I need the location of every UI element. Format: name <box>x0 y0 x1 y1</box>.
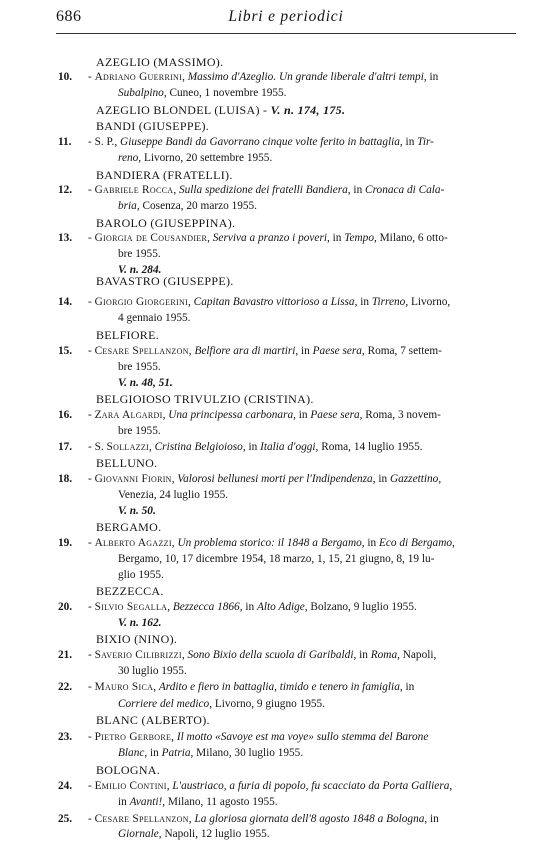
text-fragment: , <box>173 184 179 196</box>
title-text: Avanti! <box>129 796 163 808</box>
text-fragment: , in <box>144 747 162 759</box>
author-name: Gabriele Rocca <box>94 184 174 196</box>
subject-heading: BELLUNO. <box>96 456 158 470</box>
subject-heading: BELGIOIOSO TRIVULZIO (CRISTINA). <box>96 392 314 406</box>
text-fragment: , <box>449 780 453 792</box>
author-name: Zara Algardi <box>94 409 163 421</box>
subject-heading: BERGAMO. <box>96 520 162 534</box>
entry-number: 16. <box>58 409 73 421</box>
text-fragment: - <box>88 780 95 792</box>
subject-heading <box>96 104 518 117</box>
entry-text <box>88 681 414 694</box>
bibliography-entry <box>58 409 518 422</box>
text-fragment: , in <box>354 296 372 308</box>
subject-heading: BIXIO (NINO). <box>96 632 178 646</box>
text-fragment: , Livorno, <box>405 296 451 308</box>
entry-text <box>88 537 455 550</box>
subject-heading: BLANC (ALBERTO). <box>96 713 210 727</box>
bibliography-entry <box>58 71 518 84</box>
entry-text <box>88 409 441 422</box>
bibliography-entry <box>58 296 518 309</box>
text-fragment: , Livorno, 20 settembre 1955. <box>138 152 273 164</box>
text-fragment: , <box>166 780 173 792</box>
entry-continuation <box>118 87 518 100</box>
title-text: Giornale <box>118 828 159 840</box>
text-fragment: , in <box>399 681 415 693</box>
entry-number: 19. <box>58 537 73 549</box>
text-fragment: AZEGLIO BLONDEL (LUISA) - <box>96 103 271 117</box>
entry-number: 18. <box>58 473 73 485</box>
entry-number: 10. <box>58 71 73 83</box>
title-text: Un problema storico: il 1848 a Bergamo <box>177 537 362 549</box>
title-text: Roma <box>370 649 398 661</box>
bibliography-entry <box>58 345 518 358</box>
text-fragment: , in <box>239 601 257 613</box>
entry-continuation <box>118 489 518 502</box>
bibliography-entry <box>58 136 518 149</box>
subject-heading: BEZZECCA. <box>96 584 164 598</box>
author-name: Mauro Sica <box>94 681 154 693</box>
bibliography-entry <box>58 780 518 793</box>
text-fragment: bre 1955. <box>118 361 161 373</box>
text-fragment: , <box>182 71 188 83</box>
bibliography-entry <box>58 473 518 486</box>
text-fragment: , <box>171 731 177 743</box>
title-text: Cristina Belgioioso <box>154 441 243 453</box>
text-fragment: 30 luglio 1955. <box>118 665 187 677</box>
title-text: Bezzecca 1866 <box>172 601 240 613</box>
entry-number: 22. <box>58 681 73 693</box>
subject-heading: BOLOGNA. <box>96 763 161 777</box>
text-fragment: , <box>188 296 194 308</box>
entry-number: 24. <box>58 780 73 792</box>
subject-heading: BAROLO (GIUSEPPINA). <box>96 216 236 230</box>
header-rule <box>56 33 516 34</box>
text-fragment: , <box>162 409 169 421</box>
entry-continuation <box>118 361 518 374</box>
entry-number: 12. <box>58 184 73 196</box>
text-fragment: , Napoli, <box>397 649 437 661</box>
title-text: Giuseppe Bandi da Gavorrano cinque volte ferito in battaglia <box>120 136 400 148</box>
entry-continuation <box>118 200 518 213</box>
author-name: Pietro Gerbore <box>94 731 172 743</box>
title-text: Belfiore ara di martiri <box>194 345 296 357</box>
bibliography-entry <box>58 601 518 614</box>
text-fragment: - <box>88 681 95 693</box>
bibliography-entry <box>58 681 518 694</box>
entry-number: 20. <box>58 601 73 613</box>
text-fragment: Venezia, 24 luglio 1955. <box>118 489 229 501</box>
text-fragment: , Roma, 7 settem- <box>361 345 442 357</box>
subject-heading: AZEGLIO (MASSIMO). <box>96 55 224 69</box>
text-fragment: - <box>88 345 95 357</box>
entry-continuation <box>118 505 518 518</box>
text-fragment: , Cuneo, 1 novembre 1955. <box>163 87 287 99</box>
entry-continuation <box>118 377 518 390</box>
entry-continuation <box>118 312 518 325</box>
text-fragment: , in <box>399 136 418 148</box>
title-text: Tir- <box>417 136 434 148</box>
bibliography-entry <box>58 731 518 744</box>
title-text: bria <box>118 200 137 212</box>
author-name: Emilio Contini <box>94 780 167 792</box>
subject-heading: BAVASTRO (GIUSEPPE). <box>96 274 234 288</box>
text-fragment: , in <box>372 473 390 485</box>
author-name: Giorgio Giorgerini <box>94 296 189 308</box>
text-fragment: - S. P., <box>88 136 121 148</box>
title-text: Ardito e fiero in battaglia, timido e tenero in famiglia <box>158 681 400 693</box>
text-fragment: 4 gennaio 1955. <box>118 312 191 324</box>
text-fragment: - <box>88 184 95 196</box>
entry-continuation <box>118 248 518 261</box>
text-fragment: , in <box>361 537 380 549</box>
entry-continuation <box>118 698 518 711</box>
cross-reference: V. n. 284. <box>118 264 162 276</box>
text-fragment: , <box>438 473 442 485</box>
bibliography-entry <box>58 184 518 197</box>
text-fragment: , <box>153 681 159 693</box>
entry-number: 25. <box>58 813 73 825</box>
text-fragment: bre 1955. <box>118 248 161 260</box>
text-fragment: - <box>88 601 95 613</box>
text-fragment: , <box>171 537 178 549</box>
text-fragment: , in <box>347 184 366 196</box>
title-text: Italia d'oggi <box>260 441 316 453</box>
author-name: Giorgia de Cousandier <box>94 232 208 244</box>
title-text: Tirreno <box>371 296 406 308</box>
text-fragment: - <box>88 731 95 743</box>
cross-reference: V. n. 48, 51. <box>118 377 173 389</box>
entry-text <box>88 813 439 826</box>
running-title: Libri e periodici <box>228 8 344 25</box>
title-text: Massimo d'Azeglio. Un grande liberale d'altri tempi <box>187 71 424 83</box>
text-fragment: , <box>188 813 195 825</box>
text-fragment: , <box>188 345 195 357</box>
entry-number: 11. <box>58 136 72 148</box>
bibliography-entry <box>58 649 518 662</box>
text-fragment: - <box>88 813 95 825</box>
entry-continuation <box>118 747 518 760</box>
title-text: Blanc <box>118 747 145 759</box>
text-fragment: , Milano, 11 agosto 1955. <box>162 796 278 808</box>
page-number: 686 <box>56 8 82 25</box>
author-name: Adriano Guerrini <box>94 71 183 83</box>
title-text: Gazzettino <box>389 473 439 485</box>
subject-heading: BANDI (GIUSEPPE). <box>96 119 210 133</box>
text-fragment: , in <box>327 232 345 244</box>
text-fragment: , <box>148 441 155 453</box>
entry-continuation <box>118 553 518 566</box>
text-fragment: - <box>88 537 95 549</box>
bibliography-entry <box>58 813 518 826</box>
entry-text <box>88 780 452 793</box>
text-fragment: bre 1955. <box>118 425 161 437</box>
author-name: Giovanni Fiorin <box>94 473 172 485</box>
author-name: Silvio Segalla <box>94 601 168 613</box>
bibliography-entry <box>58 537 518 550</box>
text-fragment: , Milano, 30 luglio 1955. <box>190 747 304 759</box>
subject-heading: BANDIERA (FRATELLI). <box>96 168 233 182</box>
entry-number: 17. <box>58 441 73 453</box>
text-fragment: Bergamo, 10, 17 dicembre 1954, 18 marzo, 1, 15, 21 giugno, 8, 19 lu- <box>118 553 435 565</box>
entry-continuation <box>118 828 518 841</box>
text-fragment: , <box>171 473 178 485</box>
text-fragment: , <box>452 537 455 549</box>
entry-number: 21. <box>58 649 73 661</box>
entry-continuation <box>118 152 518 165</box>
entry-continuation <box>118 617 518 630</box>
title-text: Capitan Bavastro vittorioso a Lissa <box>193 296 355 308</box>
entry-text <box>88 71 438 84</box>
entry-text <box>88 345 442 358</box>
title-text: Corriere del medico <box>118 698 210 710</box>
text-fragment: , in <box>353 649 371 661</box>
text-fragment: - <box>88 409 95 421</box>
entry-number: 23. <box>58 731 73 743</box>
entry-continuation <box>118 425 518 438</box>
text-fragment: , in <box>424 813 439 825</box>
entry-number: 14. <box>58 296 73 308</box>
title-text: Alto Adige <box>256 601 305 613</box>
entry-continuation <box>118 569 518 582</box>
text-fragment: , in <box>423 71 439 83</box>
entry-text <box>88 136 434 149</box>
cross-reference: V. n. 174, 175. <box>270 103 346 117</box>
text-fragment: - <box>88 232 95 244</box>
author-name: Sollazzi <box>106 441 149 453</box>
text-fragment: - S. <box>88 441 107 453</box>
text-fragment: , in <box>295 345 313 357</box>
text-fragment: , Bolzano, 9 luglio 1955. <box>304 601 417 613</box>
title-text: Tempo <box>344 232 374 244</box>
title-text: Sulla spedizione dei fratelli Bandiera <box>178 184 348 196</box>
text-fragment: in <box>118 796 130 808</box>
title-text: Il motto «Savoye est ma voye» sullo stemma del Barone <box>176 731 429 743</box>
text-fragment: , Napoli, 12 luglio 1955. <box>158 828 270 840</box>
author-name: Saverio Cilibrizzi <box>94 649 182 661</box>
text-fragment: - <box>88 649 95 661</box>
entry-text <box>88 184 444 197</box>
text-fragment: - <box>88 296 95 308</box>
title-text: L'austriaco, a furia di popolo, fu scacciato da Porta Galliera <box>172 780 450 792</box>
text-fragment: , Milano, 6 otto- <box>373 232 448 244</box>
text-fragment: , Cosenza, 20 marzo 1955. <box>136 200 257 212</box>
text-fragment: , Livorno, 9 giugno 1955. <box>209 698 325 710</box>
entry-continuation <box>118 796 518 809</box>
entry-text <box>88 296 450 309</box>
entry-number: 13. <box>58 232 73 244</box>
bibliography-entry <box>58 232 518 245</box>
entry-text <box>88 473 441 486</box>
title-text: Paese sera <box>310 409 360 421</box>
entry-number: 15. <box>58 345 73 357</box>
text-fragment: glio 1955. <box>118 569 164 581</box>
cross-reference: V. n. 50. <box>118 505 156 517</box>
author-name: Cesare Spellanzon <box>94 813 189 825</box>
author-name: Alberto Agazzi <box>94 537 172 549</box>
text-fragment: , <box>181 649 188 661</box>
page-header <box>56 10 516 32</box>
title-text: Una principessa carbonara <box>168 409 294 421</box>
text-fragment: , <box>167 601 173 613</box>
entry-text <box>88 731 428 744</box>
text-fragment: , Roma, 3 novem- <box>359 409 441 421</box>
text-fragment: , <box>207 232 213 244</box>
text-fragment: , Roma, 14 luglio 1955. <box>315 441 423 453</box>
title-text: La gloriosa giornata dell'8 agosto 1848 a Bologna <box>194 813 425 825</box>
entry-text <box>88 601 417 614</box>
text-fragment: , in <box>242 441 261 453</box>
title-text: Cronaca di Cala- <box>365 184 445 196</box>
entry-continuation <box>118 665 518 678</box>
bibliography-entry <box>58 441 518 454</box>
subject-heading: BELFIORE. <box>96 328 160 342</box>
text-fragment: - <box>88 473 95 485</box>
title-text: Patria <box>161 747 191 759</box>
title-text: Eco di Bergamo <box>379 537 453 549</box>
title-text: Paese sera <box>312 345 362 357</box>
entry-text <box>88 649 436 662</box>
entry-text <box>88 232 448 245</box>
title-text: Subalpino <box>118 87 164 99</box>
text-fragment: - <box>88 71 95 83</box>
text-fragment: , in <box>293 409 311 421</box>
author-name: Cesare Spellanzon <box>94 345 189 357</box>
title-text: Serviva a pranzo i poveri <box>212 232 327 244</box>
entry-text <box>88 441 423 454</box>
title-text: Valorosi bellunesi morti per l'Indipendenza <box>177 473 373 485</box>
cross-reference: V. n. 162. <box>118 617 162 629</box>
title-text: reno <box>118 152 139 164</box>
title-text: Sono Bixio della scuola di Garibaldi <box>187 649 354 661</box>
